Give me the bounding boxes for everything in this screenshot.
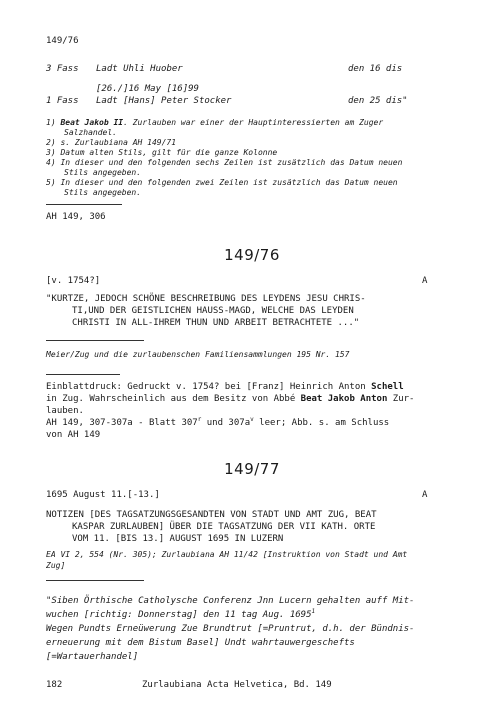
archive-reference: AH 149, 306 <box>46 212 106 222</box>
footnote-3 <box>46 148 277 157</box>
footnote-num: 2) <box>46 138 56 147</box>
list-row-date: den 25 dis" <box>348 96 408 106</box>
entry-mark: A <box>422 276 428 286</box>
footnote-marker: 1 <box>311 608 316 615</box>
publication-title: Zurlaubiana Acta Helvetica, Bd. 149 <box>142 680 332 690</box>
entry-title-line: CHRISTI IN ALL-IHREM THUN UND ARBEIT BETRACHTETE ..." <box>72 318 360 328</box>
superscript: v <box>250 416 254 423</box>
list-row-who: Ladt [Hans] Peter Stocker <box>96 96 232 106</box>
superscript: r <box>197 416 202 423</box>
entry-heading: 149/77 <box>224 460 280 478</box>
footnote-text: In dieser und den folgenden zwei Zeilen ist zusätzlich das Datum neuen <box>60 178 398 187</box>
quote-line: "Siben Örthische Catholysche Conferenz Jnn Lucern gehalten auff Mit- <box>46 596 415 606</box>
footnote-text: s. Zurlaubiana AH 149/71 <box>60 138 177 147</box>
entry-source: Meier/Zug und die zurlaubenschen Familiensammlungen 195 Nr. 157 <box>46 350 350 359</box>
entry-source-line: EA VI 2, 554 (Nr. 305); Zurlaubiana AH 11/42 [Instruktion von Stadt und Amt <box>46 550 408 559</box>
footnote-4-cont: Stils angegeben. <box>64 168 142 177</box>
owner-name: Beat Jakob Anton <box>300 394 388 404</box>
footnote-text: In dieser und den folgenden sechs Zeilen ist zusätzlich das Datum neuen <box>60 158 403 167</box>
printer-name: Schell <box>371 382 404 392</box>
quote-line <box>46 610 315 620</box>
description-text: leer; Abb. s. am Schluss <box>253 418 390 428</box>
entry-date: [v. 1754?] <box>46 276 101 286</box>
section-rule <box>46 340 144 341</box>
description-text: und 307a <box>201 418 251 428</box>
list-row-who: Ladt Uhli Huober <box>96 64 183 74</box>
footnote-bold-name: Beat Jakob II <box>60 118 124 127</box>
footnote-num: 3) <box>46 148 56 157</box>
footnote-text: . Zurlauben war einer der Hauptinteressierten am Zuger <box>123 118 384 127</box>
entry-date: 1695 August 11.[-13.] <box>46 490 160 500</box>
footnote-num: 5) <box>46 178 56 187</box>
entry-title-line: NOTIZEN [DES TAGSATZUNGSGESANDTEN VON STADT UND AMT ZUG, BEAT <box>46 510 377 520</box>
footnote-num: 4) <box>46 158 56 167</box>
quote-line: [=Wartauerhandel] <box>46 652 139 662</box>
entry-description-line: lauben. <box>46 406 84 416</box>
description-text: Zur- <box>387 394 415 404</box>
entry-title-line: VOM 11. [BIS 13.] AUGUST 1695 IN LUZERN <box>72 534 284 544</box>
section-rule <box>46 580 144 581</box>
description-text: AH 149, 307-307a - Blatt 307 <box>46 418 198 428</box>
footnote-5-cont: Stils angegeben. <box>64 188 142 197</box>
quote-line: Wegen Pundts Erneüwerung Zue Brundtrut [=Pruntrut, d.h. der Bündnis- <box>46 624 415 634</box>
entry-description-line <box>46 394 414 404</box>
section-rule <box>46 374 120 375</box>
footnote-5 <box>46 178 398 187</box>
list-row-qty: 3 Fass <box>46 64 79 74</box>
footnote-1 <box>46 118 383 127</box>
quote-text: wuchen [richtig: Donnerstag] den 11 tag Aug. 1695 <box>46 610 312 620</box>
list-row-date: den 16 dis <box>348 64 403 74</box>
footnote-num: 1) <box>46 118 56 127</box>
running-head: 149/76 <box>46 36 79 46</box>
footnote-2 <box>46 138 176 147</box>
list-row-qty: 1 Fass <box>46 96 79 106</box>
entry-title-line: KASPAR ZURLAUBEN] ÜBER DIE TAGSATZUNG DER VII KATH. ORTE <box>72 522 376 532</box>
footnote-4 <box>46 158 402 167</box>
quote-line: erneuerung mit dem Bistum Basel] Undt wahrtauwergeschefts <box>46 638 355 648</box>
list-row-note: [26./]16 May [16]99 <box>96 84 199 94</box>
entry-title-line: TI,UND DER GEISTLICHEN HAUSS-MAGD, WELCHE DAS LEYDEN <box>72 306 354 316</box>
entry-title-line: "KURTZE, JEDOCH SCHÖNE BESCHREIBUNG DES LEYDENS JESU CHRIS- <box>46 294 366 304</box>
page-number: 182 <box>46 680 63 690</box>
footnote-1-cont: Salzhandel. <box>64 128 117 137</box>
entry-description-line <box>46 382 404 392</box>
entry-description-line: von AH 149 <box>46 430 101 440</box>
entry-mark: A <box>422 490 428 500</box>
entry-source-line: Zug] <box>46 561 66 570</box>
entry-description-line <box>46 418 389 428</box>
footnote-rule <box>46 204 122 205</box>
entry-heading: 149/76 <box>224 246 280 264</box>
footnote-text: Datum alten Stils, gilt für die ganze Kolonne <box>60 148 278 157</box>
description-text: Einblattdruck: Gedruckt v. 1754? bei [Franz] Heinrich Anton <box>46 382 372 392</box>
description-text: in Zug. Wahrscheinlich aus dem Besitz von Abbé <box>46 394 301 404</box>
